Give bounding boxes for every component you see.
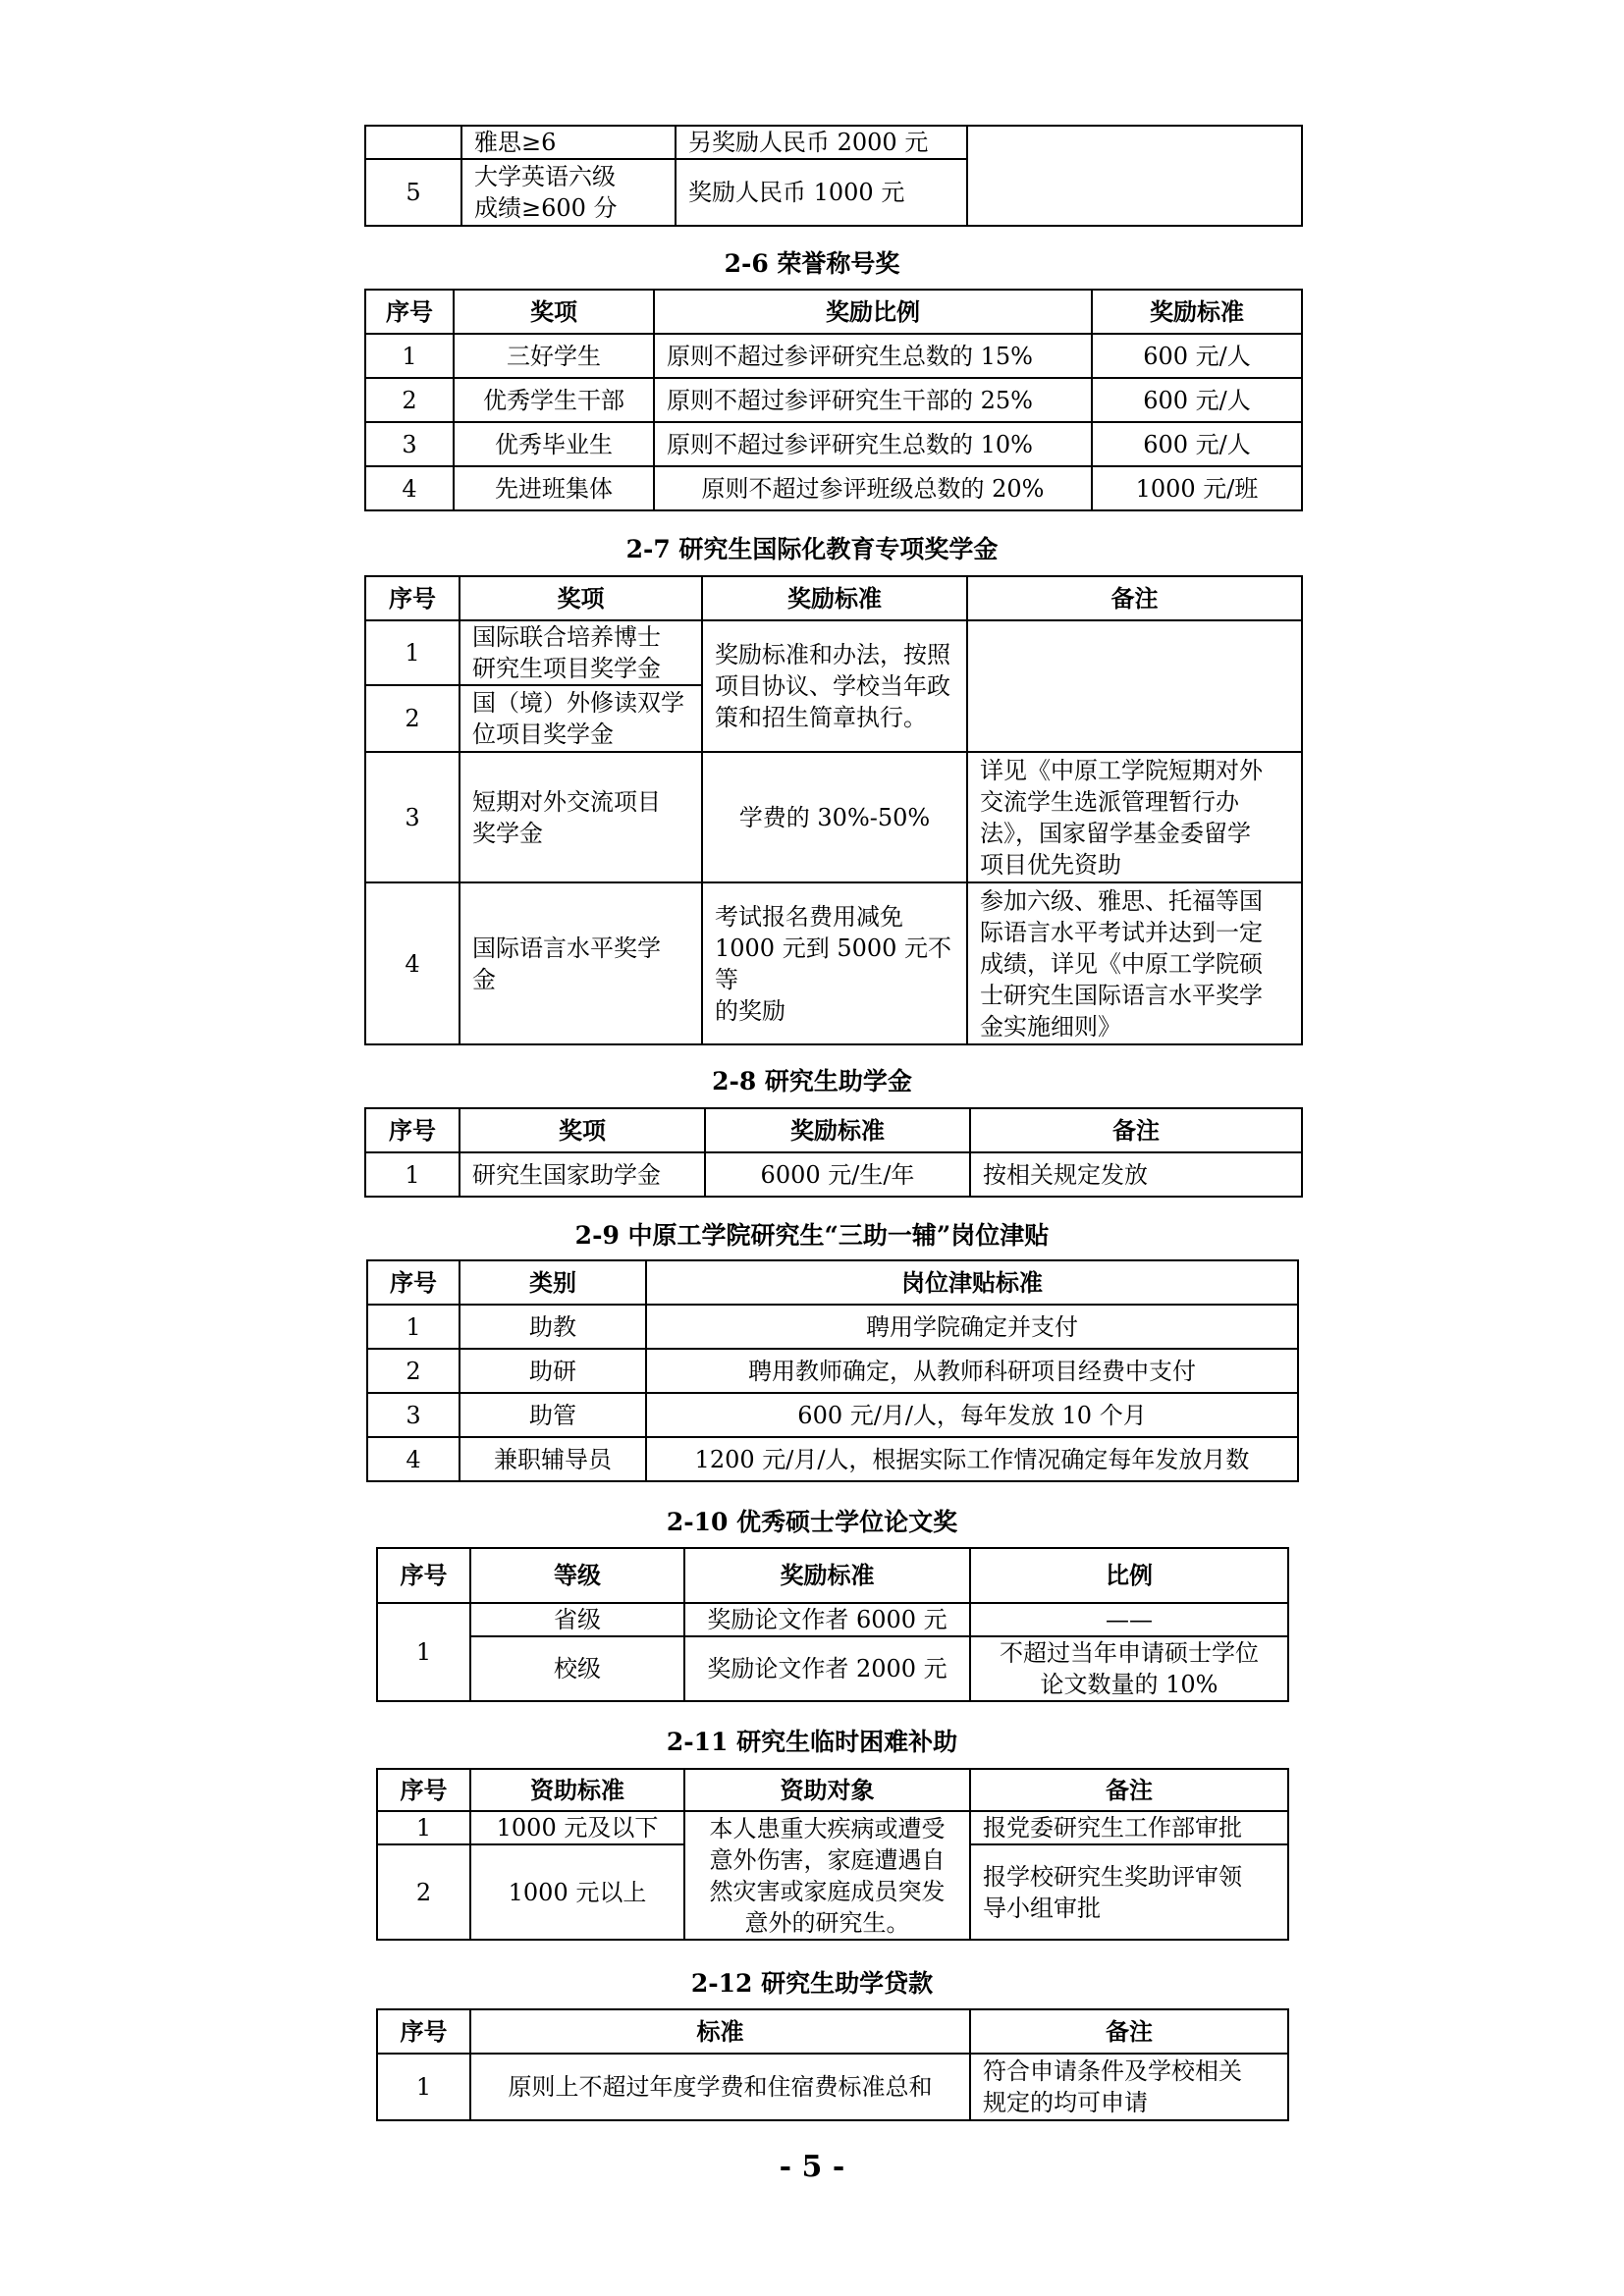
table-row <box>365 334 1302 378</box>
table-row <box>377 1811 1288 1844</box>
table-row <box>365 126 1302 159</box>
cell-no: 5 <box>365 159 461 226</box>
header-cell: 备注 <box>970 1769 1288 1811</box>
cell-ratio: 原则不超过参评班级总数的 20% <box>654 466 1092 510</box>
cell-line: 项目优先资助 <box>980 850 1121 879</box>
cell-no: 2 <box>365 378 454 422</box>
cell-line: 成绩，详见《中原工学院硕 <box>980 949 1263 978</box>
cell-note: 报党委研究生工作部审批 <box>970 1811 1288 1844</box>
cell-line: 位项目奖学金 <box>472 721 614 748</box>
cell-line: 际语言水平考试并达到一定 <box>980 918 1263 946</box>
cell-type: 兼职辅导员 <box>460 1437 646 1481</box>
cell-target <box>684 1811 970 1940</box>
cell-name: 优秀毕业生 <box>454 422 654 466</box>
cell-line: 不超过当年申请硕士学位 <box>1000 1639 1259 1667</box>
cell-ratio <box>970 1636 1288 1701</box>
table-header-row <box>365 576 1302 620</box>
cell-note <box>970 2054 1288 2120</box>
cell-note <box>967 620 1302 752</box>
cell-no: 2 <box>367 1349 460 1393</box>
cell-std: 奖励论文作者 6000 元 <box>684 1603 970 1636</box>
page-number: - 5 - <box>779 2150 845 2184</box>
header-cell: 序号 <box>365 290 454 334</box>
cell-note <box>970 1844 1288 1940</box>
cell-no: 1 <box>367 1305 460 1349</box>
cell-std: 学费的 30%-50% <box>702 752 967 882</box>
cell-no <box>365 126 461 159</box>
header-cell: 比例 <box>970 1548 1288 1603</box>
cell-line: 意外的研究生。 <box>744 1908 910 1937</box>
cell-std: 另奖励人民币 2000 元 <box>676 126 967 159</box>
table-row <box>367 1437 1298 1481</box>
table-2-9 <box>366 1259 1297 1482</box>
cell-ratio: —— <box>970 1603 1288 1636</box>
table-row <box>377 2054 1288 2120</box>
cell-no: 1 <box>377 1603 470 1701</box>
cell-line: 大学英语六级 <box>474 163 616 190</box>
cell-line: 项目协议、学校当年政 <box>715 672 950 700</box>
header-cell: 标准 <box>470 2009 970 2054</box>
cell-std: 600 元/人 <box>1092 378 1302 422</box>
cell-no: 4 <box>365 882 460 1044</box>
cell-line: 考试报名费用减免 <box>715 902 903 931</box>
cell-name <box>461 159 676 226</box>
cell-name: 研究生国家助学金 <box>460 1152 705 1197</box>
cell-note <box>967 752 1302 882</box>
table-row <box>365 752 1302 882</box>
table-row <box>367 1305 1298 1349</box>
cell-ratio: 原则不超过参评研究生总数的 10% <box>654 422 1092 466</box>
cell-name <box>460 620 702 685</box>
table-2-10 <box>376 1547 1287 1702</box>
section-title-2-7: 2-7 研究生国际化教育专项奖学金 <box>625 535 999 563</box>
header-cell: 序号 <box>365 576 460 620</box>
continued-table <box>364 125 1301 227</box>
cell-line: 交流学生选派管理暂行办 <box>980 787 1239 816</box>
table-2-6 <box>364 289 1301 511</box>
cell-no: 3 <box>365 752 460 882</box>
cell-line: 国际语言水平奖学 <box>472 934 661 962</box>
cell-no: 2 <box>365 685 460 752</box>
table-row <box>377 1636 1288 1701</box>
table-row <box>365 1152 1302 1197</box>
cell-line: 策和招生简章执行。 <box>715 704 927 731</box>
cell-line: 研究生项目奖学金 <box>472 655 661 682</box>
cell-no: 3 <box>365 422 454 466</box>
section-title-2-9: 2-9 中原工学院研究生“三助一辅”岗位津贴 <box>574 1221 1050 1250</box>
table-2-12 <box>376 2008 1287 2121</box>
table-row <box>365 466 1302 510</box>
header-cell: 奖励标准 <box>705 1108 970 1152</box>
cell-std: 聘用教师确定，从教师科研项目经费中支付 <box>646 1349 1298 1393</box>
table-row <box>367 1349 1298 1393</box>
cell-no: 1 <box>365 1152 460 1197</box>
cell-line: 金实施细则》 <box>980 1012 1121 1041</box>
header-cell: 奖项 <box>454 290 654 334</box>
cell-type: 助研 <box>460 1349 646 1393</box>
cell-ratio: 原则不超过参评研究生总数的 15% <box>654 334 1092 378</box>
table-header-row <box>365 1108 1302 1152</box>
cell-no: 2 <box>377 1844 470 1940</box>
cell-name <box>460 685 702 752</box>
cell-no: 4 <box>367 1437 460 1481</box>
header-cell: 资助对象 <box>684 1769 970 1811</box>
cell-note <box>967 882 1302 1044</box>
header-cell: 序号 <box>377 1548 470 1603</box>
header-cell: 岗位津贴标准 <box>646 1260 1298 1305</box>
header-cell: 序号 <box>365 1108 460 1152</box>
cell-ratio: 原则不超过参评研究生干部的 25% <box>654 378 1092 422</box>
header-cell: 奖励标准 <box>1092 290 1302 334</box>
cell-note: 按相关规定发放 <box>970 1152 1302 1197</box>
cell-name: 雅思≥6 <box>461 126 676 159</box>
header-cell: 类别 <box>460 1260 646 1305</box>
table-header-row <box>365 290 1302 334</box>
cell-std: 600 元/月/人，每年发放 10 个月 <box>646 1393 1298 1437</box>
cell-line: 法》，国家留学基金委留学 <box>980 819 1251 847</box>
cell-line: 参加六级、雅思、托福等国 <box>980 886 1263 915</box>
cell-std: 奖励人民币 1000 元 <box>676 159 967 226</box>
cell-no: 1 <box>365 620 460 685</box>
cell-line: 奖励标准和办法，按照 <box>715 641 950 668</box>
cell-type: 助管 <box>460 1393 646 1437</box>
cell-line: 规定的均可申请 <box>983 2089 1148 2116</box>
section-title-2-10: 2-10 优秀硕士学位论文奖 <box>666 1508 958 1536</box>
table-row <box>365 620 1302 685</box>
cell-line: 意外伤害，家庭遭遇自 <box>709 1845 946 1874</box>
cell-std: 1000 元及以下 <box>470 1811 684 1844</box>
section-title-2-8: 2-8 研究生助学金 <box>712 1067 912 1095</box>
cell-std <box>702 620 967 752</box>
header-cell: 备注 <box>970 1108 1302 1152</box>
cell-level: 校级 <box>470 1636 684 1701</box>
section-title-2-6: 2-6 荣誉称号奖 <box>724 249 900 278</box>
header-cell: 资助标准 <box>470 1769 684 1811</box>
cell-no: 1 <box>365 334 454 378</box>
cell-name: 先进班集体 <box>454 466 654 510</box>
table-2-8 <box>364 1107 1301 1198</box>
cell-name: 三好学生 <box>454 334 654 378</box>
cell-std: 聘用学院确定并支付 <box>646 1305 1298 1349</box>
header-cell: 备注 <box>967 576 1302 620</box>
header-cell: 序号 <box>377 1769 470 1811</box>
cell-line: 符合申请条件及学校相关 <box>983 2057 1242 2085</box>
header-cell: 备注 <box>970 2009 1288 2054</box>
table-row <box>365 422 1302 466</box>
table-header-row <box>377 1769 1288 1811</box>
table-header-row <box>377 2009 1288 2054</box>
section-title-2-11: 2-11 研究生临时困难补助 <box>666 1728 958 1756</box>
table-header-row <box>377 1548 1288 1603</box>
cell-line: 奖学金 <box>472 819 543 847</box>
cell-name <box>460 752 702 882</box>
cell-line: 导小组审批 <box>983 1894 1101 1922</box>
header-cell: 奖项 <box>460 1108 705 1152</box>
cell-std: 1200 元/月/人，根据实际工作情况确定每年发放月数 <box>646 1437 1298 1481</box>
cell-std: 原则上不超过年度学费和住宿费标准总和 <box>470 2054 970 2120</box>
header-cell: 奖励标准 <box>702 576 967 620</box>
table-row <box>365 882 1302 1044</box>
header-cell: 奖项 <box>460 576 702 620</box>
table-2-7 <box>364 575 1301 1045</box>
cell-line: 成绩≥600 分 <box>474 194 618 222</box>
cell-std: 600 元/人 <box>1092 334 1302 378</box>
table-row <box>367 1393 1298 1437</box>
cell-line: 论文数量的 10% <box>1040 1671 1218 1698</box>
cell-line: 士研究生国际语言水平奖学 <box>980 981 1263 1009</box>
cell-line: 国际联合培养博士 <box>472 623 661 651</box>
cell-line: 的奖励 <box>715 996 785 1025</box>
cell-line: 本人患重大疾病或遭受 <box>709 1814 946 1842</box>
cell-std: 6000 元/生/年 <box>705 1152 970 1197</box>
cell-level: 省级 <box>470 1603 684 1636</box>
cell-line: 详见《中原工学院短期对外 <box>980 756 1263 784</box>
cell-line: 短期对外交流项目 <box>472 787 661 816</box>
table-row <box>365 378 1302 422</box>
cell-no: 3 <box>367 1393 460 1437</box>
cell-line: 然灾害或家庭成员突发 <box>709 1877 946 1905</box>
cell-name: 优秀学生干部 <box>454 378 654 422</box>
cell-std: 600 元/人 <box>1092 422 1302 466</box>
cell-std: 奖励论文作者 2000 元 <box>684 1636 970 1701</box>
cell-no: 1 <box>377 2054 470 2120</box>
cell-note <box>967 126 1302 226</box>
cell-std: 1000 元以上 <box>470 1844 684 1940</box>
cell-no: 4 <box>365 466 454 510</box>
cell-line: 国（境）外修读双学 <box>472 689 684 717</box>
cell-line: 1000 元到 5000 元不等 <box>715 934 952 993</box>
table-2-11 <box>376 1768 1287 1941</box>
header-cell: 奖励标准 <box>684 1548 970 1603</box>
cell-type: 助教 <box>460 1305 646 1349</box>
cell-no: 1 <box>377 1811 470 1844</box>
section-title-2-12: 2-12 研究生助学贷款 <box>690 1969 934 1998</box>
table-row <box>377 1603 1288 1636</box>
cell-std <box>702 882 967 1044</box>
cell-name <box>460 882 702 1044</box>
cell-line: 金 <box>472 965 496 993</box>
cell-line: 报学校研究生奖助评审领 <box>983 1862 1242 1891</box>
header-cell: 等级 <box>470 1548 684 1603</box>
header-cell: 序号 <box>367 1260 460 1305</box>
cell-std: 1000 元/班 <box>1092 466 1302 510</box>
header-cell: 奖励比例 <box>654 290 1092 334</box>
table-header-row <box>367 1260 1298 1305</box>
header-cell: 序号 <box>377 2009 470 2054</box>
